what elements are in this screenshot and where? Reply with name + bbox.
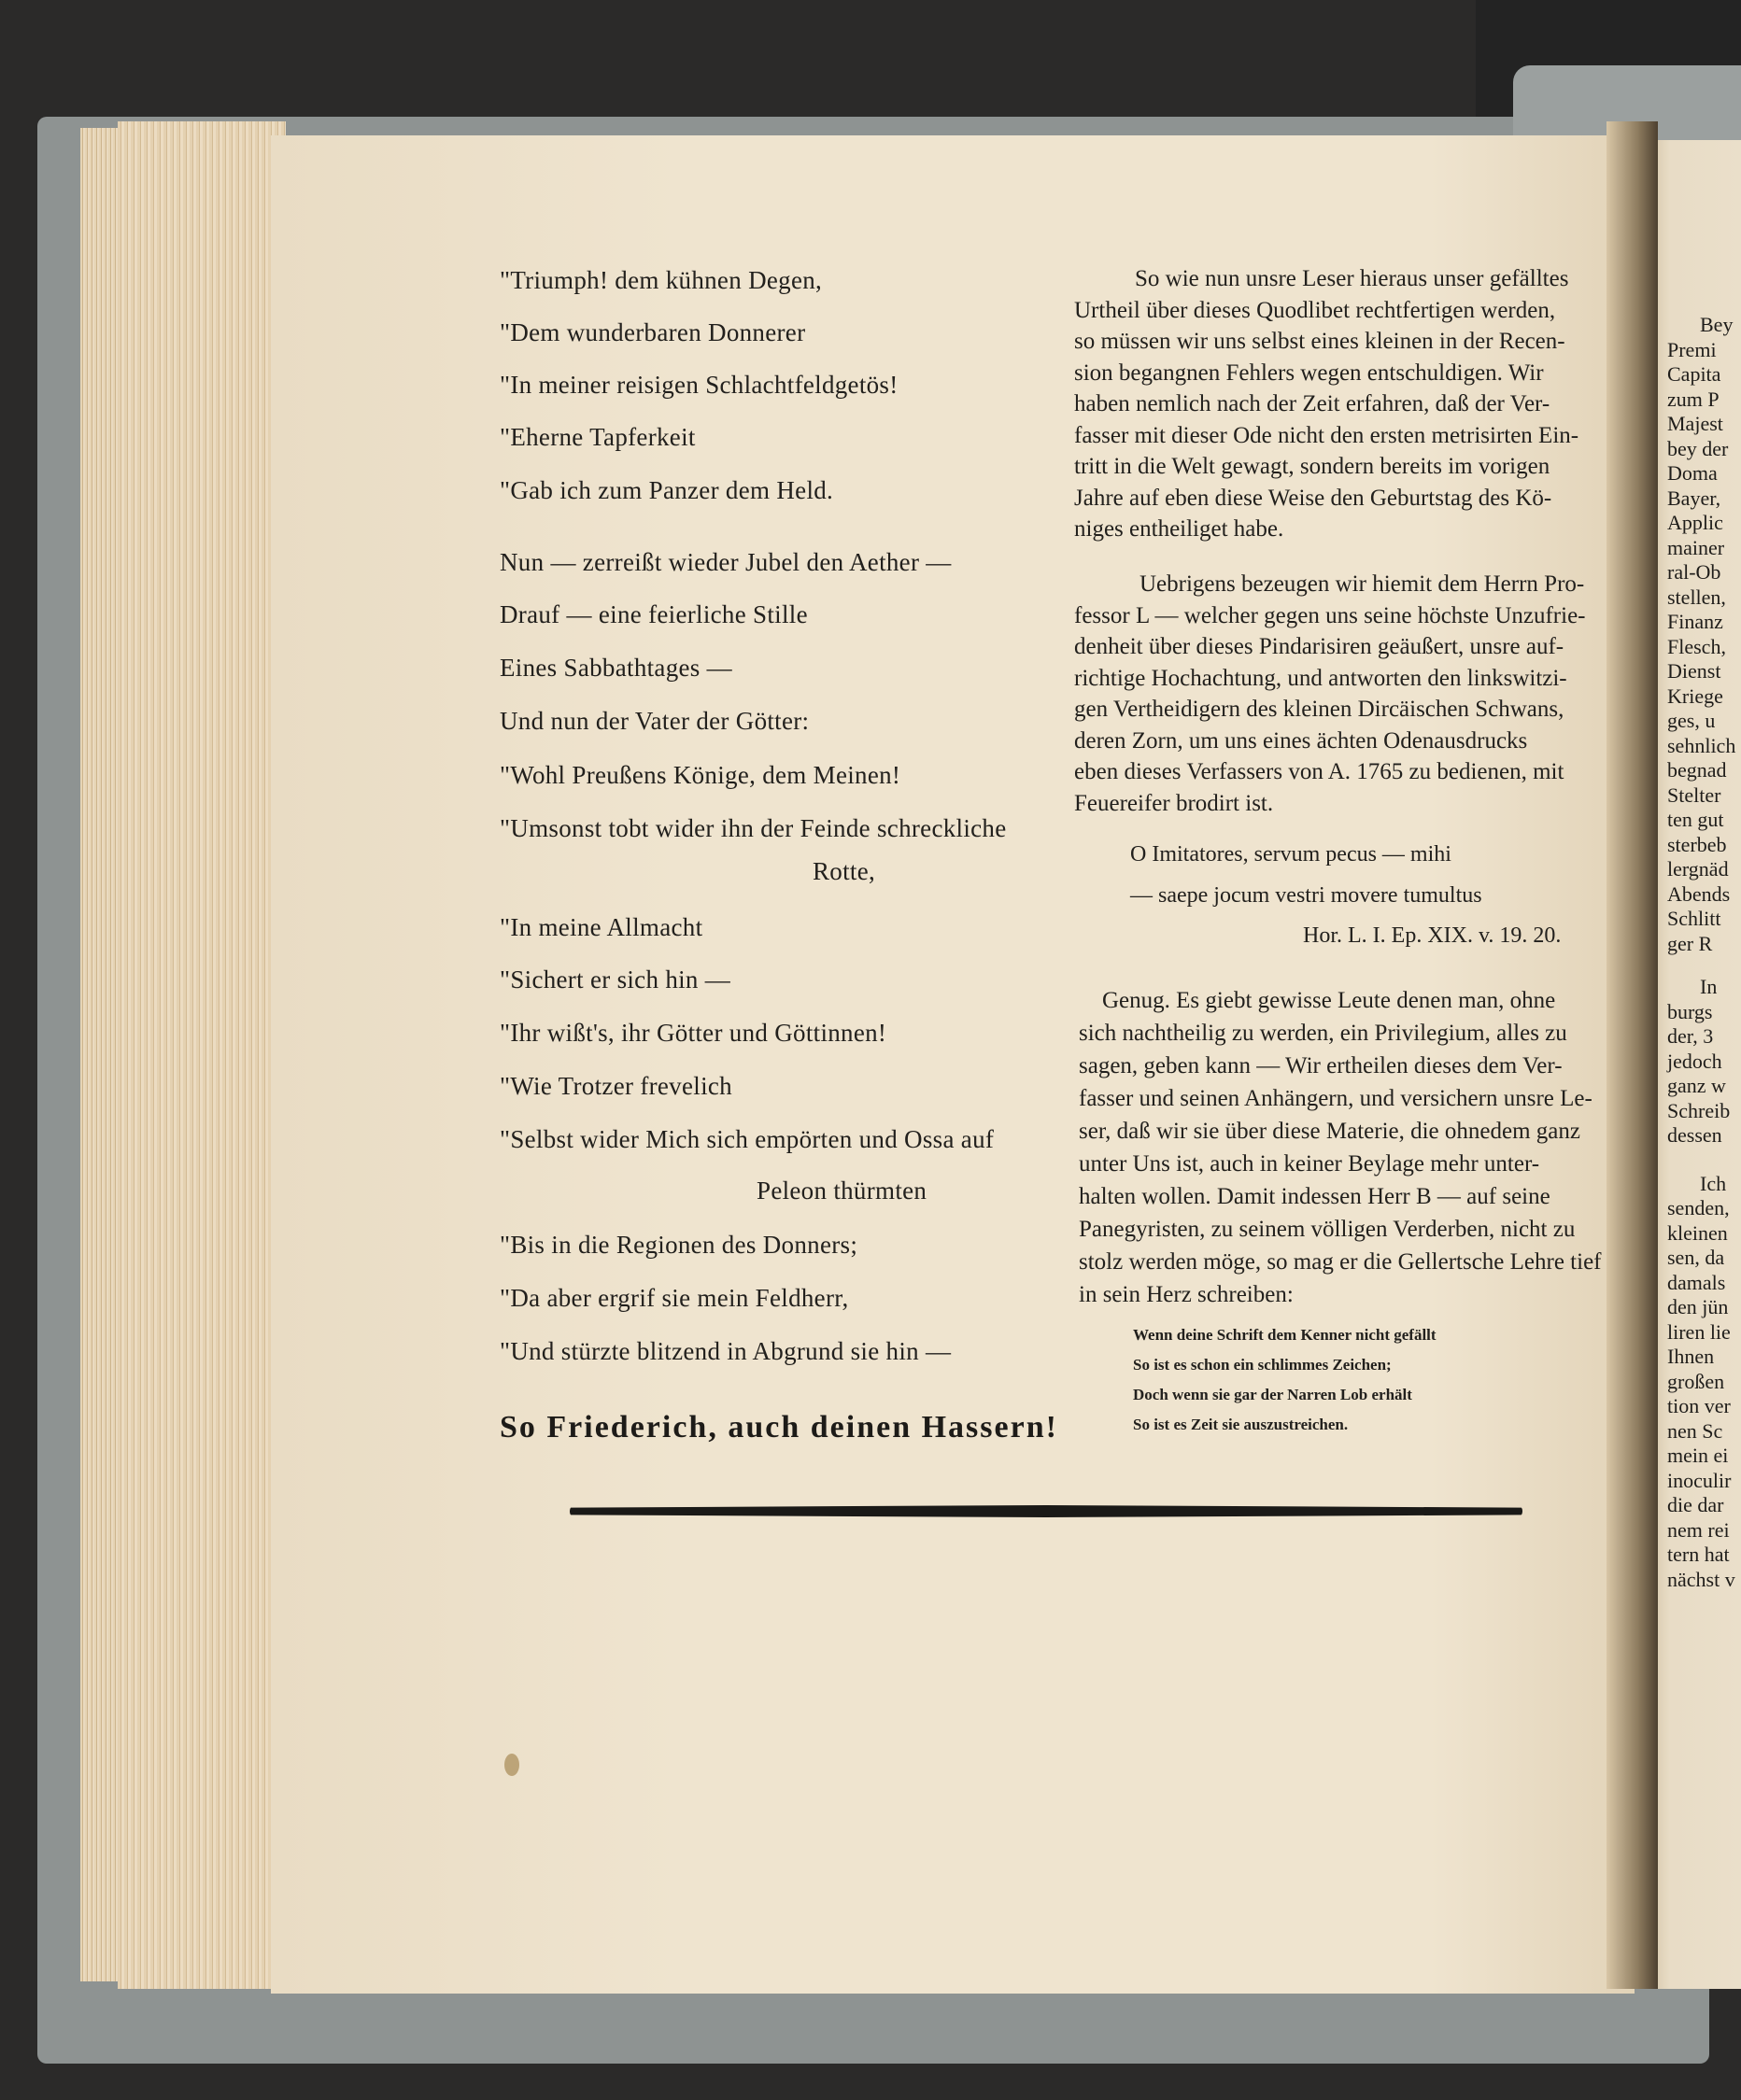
poem-line: "Da aber ergrif sie mein Feldherr,: [500, 1284, 849, 1312]
prose-line: in sein Herz schreiben:: [1079, 1282, 1294, 1307]
facing-page-line: der, 3: [1667, 1024, 1714, 1048]
facing-page-line: nem rei: [1667, 1517, 1730, 1542]
prose-line: tritt in die Welt gewagt, sondern bereits im vorigen: [1074, 454, 1550, 479]
facing-page-line: begnad: [1667, 758, 1727, 782]
facing-page-line: Flesch,: [1667, 634, 1726, 658]
facing-page-line: ral-Ob: [1667, 560, 1721, 584]
poem-line: Eines Sabbathtages —: [500, 654, 732, 682]
facing-page-line: ganz w: [1667, 1074, 1726, 1097]
facing-page-line: senden,: [1667, 1196, 1730, 1219]
facing-page-line: sehnlich: [1667, 733, 1736, 757]
facing-page-line: Schreib: [1667, 1098, 1731, 1122]
poem-line: Rotte,: [813, 857, 876, 885]
page-edges-inner: [118, 121, 286, 1989]
poem-line: "In meine Allmacht: [500, 913, 703, 941]
latin-quote-line: — saepe jocum vestri movere tumultus: [1130, 883, 1482, 908]
gellert-line: So ist es Zeit sie auszustreichen.: [1133, 1416, 1349, 1433]
poem-line: Peleon thürmten: [757, 1177, 927, 1205]
facing-page-line: kleinen: [1667, 1220, 1728, 1245]
facing-page-line: großen: [1667, 1369, 1725, 1393]
facing-page-line: Kriege: [1667, 684, 1723, 708]
poem-line: "Wie Trotzer frevelich: [500, 1072, 732, 1100]
poem-line: "Wohl Preußens Könige, dem Meinen!: [500, 761, 901, 789]
facing-page-line: nächst v: [1667, 1567, 1735, 1591]
prose-line: halten wollen. Damit indessen Herr B — auf seine: [1079, 1184, 1550, 1209]
prose-line: Feuereifer brodirt ist.: [1074, 790, 1274, 816]
paper-stain: [504, 1754, 519, 1776]
facing-page-line: burgs: [1667, 999, 1713, 1023]
facing-page-line: den jün: [1667, 1295, 1729, 1318]
section-divider-rule: [570, 1505, 1522, 1517]
facing-page-line: liren lie: [1667, 1319, 1731, 1344]
facing-page-line: Majest: [1667, 412, 1723, 435]
page-gutter: [1607, 121, 1658, 1989]
poem-line: "Dem wunderbaren Donnerer: [500, 318, 806, 346]
prose-line: so müssen wir uns selbst eines kleinen in der Recen-: [1074, 329, 1565, 354]
prose-line: deren Zorn, um uns eines ächten Odenausdrucks: [1074, 727, 1528, 754]
prose-line: unter Uns ist, auch in keiner Beylage mehr unter-: [1079, 1151, 1540, 1177]
gellert-line: So ist es schon ein schlimmes Zeichen;: [1133, 1356, 1392, 1374]
prose-line: niges entheiliget habe.: [1074, 516, 1284, 542]
facing-page-line: Capita: [1667, 362, 1721, 386]
prose-line: fessor L — welcher gegen uns seine höchste Unzufrie-: [1074, 602, 1586, 628]
prose-line: Urtheil über dieses Quodlibet rechtfertigen werden,: [1074, 297, 1556, 323]
facing-page-line: jedoch: [1667, 1049, 1722, 1073]
prose-line: eben dieses Verfassers von A. 1765 zu bedienen, mit: [1074, 759, 1564, 784]
poem-finale: So Friederich, auch deinen Hassern!: [500, 1410, 1058, 1445]
facing-page-line: Schlitt: [1667, 907, 1721, 930]
facing-page-line: Stelter: [1667, 782, 1721, 807]
facing-page-line: Ihnen: [1667, 1345, 1715, 1368]
poem-line: "In meiner reisigen Schlachtfeldgetös!: [500, 371, 899, 399]
facing-page-line: bey der: [1667, 436, 1729, 460]
facing-page-line: nen Sc: [1667, 1418, 1723, 1443]
prose-line: So wie nun unsre Leser hieraus unser gefälltes: [1135, 266, 1569, 291]
prose-line: haben nemlich nach der Zeit erfahren, daß der Ver-: [1074, 391, 1550, 416]
poem-line: "Eherne Tapferkeit: [500, 423, 696, 451]
poem-line: Drauf — eine feierliche Stille: [500, 600, 808, 628]
poem-line: "Sichert er sich hin —: [500, 965, 731, 994]
poem-line: Nun — zerreißt wieder Jubel den Aether —: [500, 548, 952, 576]
prose-line: gen Vertheidigern des kleinen Dircäischen Schwans,: [1074, 697, 1564, 722]
facing-page-line: ger R: [1667, 931, 1713, 955]
prose-line: fasser mit dieser Ode nicht den ersten metrisirten Ein-: [1074, 422, 1579, 448]
facing-page-line: ten gut: [1667, 808, 1724, 831]
facing-page-line: tern hat: [1667, 1543, 1730, 1566]
facing-page-line: zum P: [1667, 387, 1720, 411]
poem-line: "Umsonst tobt wider ihn der Feinde schreckliche: [500, 814, 1007, 842]
facing-page-line: sterbeb: [1667, 832, 1727, 856]
prose-line: ser, daß wir sie über diese Materie, die ohnedem ganz: [1079, 1119, 1580, 1144]
facing-page-line: mainer: [1667, 535, 1725, 559]
prose-line: sagen, geben kann — Wir ertheilen dieses dem Ver-: [1079, 1053, 1563, 1078]
page-edges-outer: [80, 128, 118, 1981]
latin-source: Hor. L. I. Ep. XIX. v. 19. 20.: [1303, 923, 1562, 948]
facing-page-line: Doma: [1667, 461, 1718, 485]
prose-line: denheit über dieses Pindarisiren geäußert, unsre auf-: [1074, 634, 1564, 659]
prose-line: Uebrigens bezeugen wir hiemit dem Herrn Pro-: [1139, 571, 1585, 597]
facing-page-line: damals: [1667, 1270, 1726, 1294]
facing-page-line: Abends: [1667, 881, 1731, 906]
facing-page-line: ges, u: [1667, 709, 1716, 732]
facing-page-line: die dar: [1667, 1493, 1724, 1516]
poem-line: "Bis in die Regionen des Donners;: [500, 1231, 858, 1259]
poem-line: "Triumph! dem kühnen Degen,: [500, 266, 823, 294]
facing-page-line: tion ver: [1667, 1394, 1731, 1417]
prose-line: stolz werden möge, so mag er die Gellertsche Lehre tief: [1079, 1249, 1602, 1275]
facing-page-line: Finanz: [1667, 610, 1723, 633]
facing-page-line: Bey: [1700, 313, 1734, 336]
facing-page-line: inoculir: [1667, 1468, 1732, 1492]
poem-line: "Gab ich zum Panzer dem Held.: [500, 476, 834, 504]
prose-line: Genug. Es giebt gewisse Leute denen man, ohne: [1102, 988, 1556, 1013]
poem-line: "Und stürzte blitzend in Abgrund sie hin —: [500, 1337, 952, 1365]
gellert-line: Wenn deine Schrift dem Kenner nicht gefällt: [1133, 1326, 1437, 1344]
latin-quote-line: O Imitatores, servum pecus — mihi: [1130, 842, 1451, 867]
prose-line: richtige Hochachtung, und antworten den linkswitzi-: [1074, 665, 1567, 691]
facing-page-line: Applic: [1667, 511, 1723, 534]
prose-line: sich nachtheilig zu werden, ein Privilegium, alles zu: [1079, 1021, 1567, 1046]
facing-page-line: Bayer,: [1667, 486, 1721, 510]
poem-line: Und nun der Vater der Götter:: [500, 707, 810, 735]
facing-page-line: Premi: [1667, 337, 1717, 361]
facing-page-line: sen, da: [1667, 1246, 1725, 1269]
poem-line: "Selbst wider Mich sich empörten und Ossa auf: [500, 1125, 995, 1153]
prose-line: Panegyristen, zu seinem völligen Verderben, nicht zu: [1079, 1217, 1576, 1242]
facing-page-line: mein ei: [1667, 1444, 1729, 1467]
prose-line: Jahre auf eben diese Weise den Geburtstag des Kö-: [1074, 485, 1552, 511]
facing-page-line: Ich: [1700, 1171, 1727, 1195]
facing-page-line: In: [1700, 975, 1718, 998]
facing-page-line: stellen,: [1667, 585, 1726, 609]
facing-page-line: Dienst: [1667, 659, 1721, 683]
facing-page-line: lergnäd: [1667, 857, 1729, 881]
poem-line: "Ihr wißt's, ihr Götter und Göttinnen!: [500, 1019, 887, 1047]
facing-page-line: dessen: [1667, 1123, 1722, 1147]
prose-line: sion begangnen Fehlers wegen entschuldigen. Wir: [1074, 359, 1544, 386]
gellert-line: Doch wenn sie gar der Narren Lob erhält: [1133, 1386, 1412, 1403]
prose-line: fasser und seinen Anhängern, und versichern unsre Le-: [1079, 1086, 1592, 1111]
